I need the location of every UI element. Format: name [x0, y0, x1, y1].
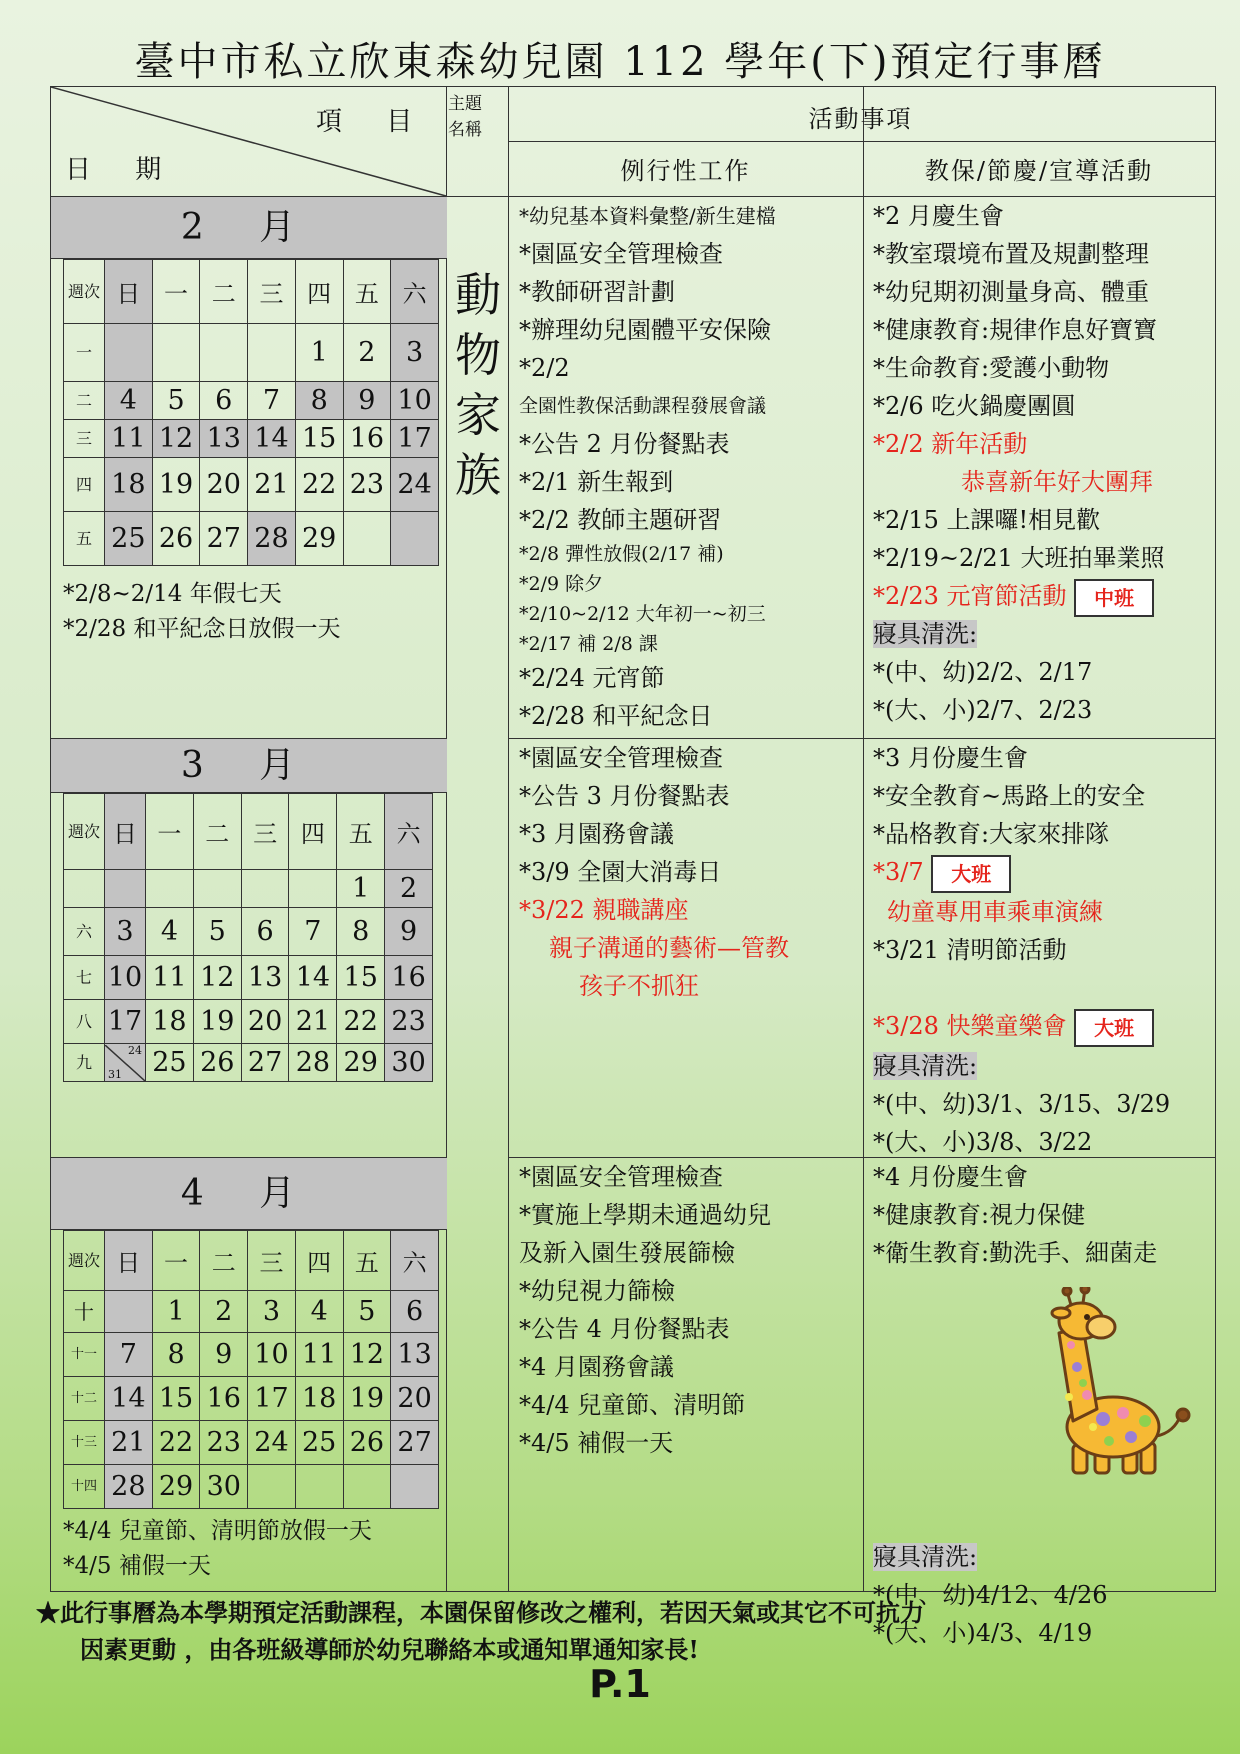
- apr-routine-list: [519, 1158, 771, 1462]
- list-item: *品格教育:大家來排隊: [873, 820, 1110, 848]
- day-cell: 25: [146, 1044, 194, 1082]
- header-routine-label: 例行性工作: [620, 157, 751, 185]
- list-item: *衛生教育:勤洗手、細菌走: [873, 1239, 1158, 1267]
- page-number: P.1: [589, 1662, 651, 1706]
- day-cell: 8: [337, 908, 385, 956]
- day-cell: 9: [200, 1333, 248, 1377]
- list-item: *(大、小)2/7、2/23: [873, 696, 1093, 724]
- day-cell: 20: [391, 1377, 439, 1421]
- day-cell: [200, 324, 248, 382]
- calendar-week-row: [64, 512, 439, 566]
- class-badge: 大班: [931, 855, 1011, 893]
- calendar-week-row: [64, 1333, 439, 1377]
- list-item: 幼童專用車乘車演練: [887, 898, 1103, 926]
- list-item: [873, 577, 1165, 615]
- day-cell: 6: [200, 382, 248, 420]
- day-cell: [193, 870, 241, 908]
- weekday-cell: 週次: [64, 794, 105, 870]
- calendar-week-row: [64, 956, 433, 1000]
- list-item: [873, 969, 1170, 1007]
- day-cell: 28: [289, 1044, 337, 1082]
- list-item: *(中、幼)4/12、4/26: [873, 1581, 1108, 1609]
- day-cell: 30: [385, 1044, 433, 1082]
- apr-events-list: [873, 1158, 1157, 1272]
- calendar-feb: [63, 259, 439, 566]
- week-number: 十四: [64, 1465, 105, 1509]
- giraffe-illustration: [1011, 1287, 1211, 1477]
- calendar-week-row: [64, 908, 433, 956]
- weekday-cell: 三: [241, 794, 289, 870]
- feb-holiday-notes: [63, 577, 340, 647]
- calendar-weekday-row: [64, 260, 439, 324]
- day-cell: 15: [152, 1377, 200, 1421]
- list-item: [873, 1007, 1170, 1047]
- note-line: *2/28 和平紀念日放假一天: [63, 616, 341, 642]
- day-cell: 23: [343, 458, 391, 512]
- day-cell: 14: [248, 420, 296, 458]
- weekday-cell: 二: [200, 260, 248, 324]
- feb-routine-list: [519, 197, 776, 735]
- day-cell: [152, 324, 200, 382]
- day-cell: 9: [385, 908, 433, 956]
- day-cell: 24: [391, 458, 439, 512]
- week-number: 十二: [64, 1377, 105, 1421]
- day-cell: 29: [295, 512, 343, 566]
- week-number: 十: [64, 1291, 105, 1333]
- weekday-cell: 二: [193, 794, 241, 870]
- header-date-label: 日 期: [65, 155, 180, 185]
- weekday-cell: 四: [295, 1231, 343, 1291]
- week-number: 五: [64, 512, 105, 566]
- day-cell: 8: [295, 382, 343, 420]
- day-cell: 9: [343, 382, 391, 420]
- list-item: *(大、小)3/8、3/22: [873, 1128, 1093, 1156]
- day-cell: 13: [200, 420, 248, 458]
- day-cell: [391, 1465, 439, 1509]
- list-item: *2/2 教師主題研習: [519, 506, 722, 534]
- theme-name: [447, 265, 509, 505]
- day-cell: 16: [200, 1377, 248, 1421]
- day-cell: 3: [105, 908, 146, 956]
- day-cell: 2: [343, 324, 391, 382]
- week-number: 二: [64, 382, 105, 420]
- day-cell: 21: [248, 458, 296, 512]
- calendar-week-row: [64, 382, 439, 420]
- list-item: *健康教育:視力保健: [873, 1201, 1086, 1229]
- calendar-mar: [63, 793, 433, 1082]
- day-cell: [241, 870, 289, 908]
- day-cell: 12: [193, 956, 241, 1000]
- day-cell: 27: [391, 1421, 439, 1465]
- header-activities-label: 活動事項: [808, 105, 913, 133]
- weekday-cell: 一: [152, 260, 200, 324]
- week-number: 十一: [64, 1333, 105, 1377]
- day-cell: [248, 1465, 296, 1509]
- day-cell: 14: [105, 1377, 153, 1421]
- day-cell: 10: [391, 382, 439, 420]
- week-number: 八: [64, 1000, 105, 1044]
- list-item: [873, 615, 1165, 653]
- weekday-cell: 六: [391, 1231, 439, 1291]
- page-title: 臺中市私立欣東森幼兒園 112 學年(下)預定行事曆: [134, 39, 1106, 85]
- list-item: *公告 2 月份餐點表: [519, 430, 730, 458]
- day-cell: [343, 1465, 391, 1509]
- list-item: *2/6 吃火鍋慶團圓: [873, 392, 1076, 420]
- day-cell: 1: [152, 1291, 200, 1333]
- calendar-week-row: [64, 458, 439, 512]
- bedding-wash-label: 寢具清洗:: [873, 620, 978, 648]
- bedding-wash-label: 寢具清洗:: [873, 1543, 978, 1571]
- class-badge: 中班: [1074, 579, 1154, 617]
- day-cell: 4: [105, 382, 153, 420]
- day-cell: 26: [152, 512, 200, 566]
- day-cell: 7: [248, 382, 296, 420]
- lantern-festival-event: *2/23 元宵節活動: [873, 582, 1067, 610]
- footer-line: ★此行事曆為本學期預定活動課程，本園保留修改之權利，若因天氣或其它不可抗力: [36, 1598, 924, 1627]
- week-number: 十三: [64, 1421, 105, 1465]
- day-cell: 18: [146, 1000, 194, 1044]
- day-cell: [146, 870, 194, 908]
- header-theme-label: 主題名稱: [448, 94, 482, 140]
- day-cell: 19: [193, 1000, 241, 1044]
- day-cell: 5: [193, 908, 241, 956]
- day-cell: 15: [295, 420, 343, 458]
- calendar-week-row: [64, 324, 439, 382]
- weekday-cell: 一: [152, 1231, 200, 1291]
- list-item: *3/22 親職講座: [519, 896, 689, 924]
- day-cell: 24: [248, 1421, 296, 1465]
- weekday-cell: 一: [146, 794, 194, 870]
- list-item: *教師研習計劃: [519, 278, 675, 306]
- day-cell: [105, 870, 146, 908]
- day-cell: 17: [391, 420, 439, 458]
- day-cell: 17: [248, 1377, 296, 1421]
- day-cell: 29: [152, 1465, 200, 1509]
- weekday-cell: 五: [343, 1231, 391, 1291]
- weekday-cell: 六: [391, 260, 439, 324]
- day-cell: 20: [200, 458, 248, 512]
- day-cell: 12: [343, 1333, 391, 1377]
- list-item: *3 月份慶生會: [873, 744, 1028, 772]
- calendar-week-row: [64, 420, 439, 458]
- list-item: *2/10~2/12 大年初一~初三: [519, 603, 766, 625]
- day-cell: 25: [295, 1421, 343, 1465]
- day-cell: 16: [385, 956, 433, 1000]
- day-cell: 4: [146, 908, 194, 956]
- day-cell: 27: [241, 1044, 289, 1082]
- weekday-cell: 週次: [64, 1231, 105, 1291]
- list-item: *4/4 兒童節、清明節: [519, 1391, 746, 1419]
- calendar-week-row: [64, 1377, 439, 1421]
- weekday-cell: 三: [248, 1231, 296, 1291]
- divider: [508, 141, 1215, 142]
- day-cell: 28: [105, 1465, 153, 1509]
- weekday-cell: 四: [289, 794, 337, 870]
- day-cell-split: [105, 1044, 146, 1082]
- list-item: *2/15 上課囉!相見歡: [873, 506, 1101, 534]
- list-item: *2/8 彈性放假(2/17 補): [519, 543, 724, 565]
- mar-routine-list: [519, 739, 789, 1005]
- week-number: 九: [64, 1044, 105, 1082]
- list-item: [873, 1538, 1108, 1576]
- header-events-label: 教保/節慶/宣導活動: [924, 157, 1154, 185]
- day-cell: 11: [105, 420, 153, 458]
- weekday-cell: 五: [343, 260, 391, 324]
- week-number: 七: [64, 956, 105, 1000]
- calendar-weekday-row: [64, 1231, 439, 1291]
- day-31: 31: [108, 1067, 122, 1081]
- day-cell: [248, 324, 296, 382]
- day-cell: 6: [391, 1291, 439, 1333]
- week-number: 三: [64, 420, 105, 458]
- day-cell: 25: [105, 512, 153, 566]
- list-item: [873, 853, 1170, 893]
- list-item: *辦理幼兒園體平安保險: [519, 316, 771, 344]
- calendar-week-row: [64, 1291, 439, 1333]
- list-item: *2/9 除夕: [519, 573, 604, 595]
- weekday-cell: 三: [248, 260, 296, 324]
- header-item-label: 項 目: [316, 107, 431, 137]
- day-cell: 27: [200, 512, 248, 566]
- day-cell: 6: [241, 908, 289, 956]
- list-item: *生命教育:愛護小動物: [873, 354, 1110, 382]
- list-item: *2/2: [519, 354, 570, 382]
- day-cell: 26: [193, 1044, 241, 1082]
- week-number: 一: [64, 324, 105, 382]
- list-item: *園區安全管理檢查: [519, 240, 723, 268]
- day-cell: 11: [295, 1333, 343, 1377]
- month-header-mar: 3 月: [51, 739, 447, 793]
- day-cell: 7: [289, 908, 337, 956]
- note-line: *2/8~2/14 年假七天: [63, 581, 282, 607]
- weekday-cell: 四: [295, 260, 343, 324]
- day-cell: 28: [248, 512, 296, 566]
- day-cell: 12: [152, 420, 200, 458]
- day-cell: [295, 1465, 343, 1509]
- day-cell: [105, 324, 153, 382]
- day-cell: 20: [241, 1000, 289, 1044]
- list-item: *幼兒期初測量身高、體重: [873, 278, 1149, 306]
- list-item: 全園性教保活動課程發展會議: [519, 395, 767, 417]
- list-item: *幼兒基本資料彙整/新生建檔: [519, 204, 776, 228]
- day-cell: 23: [200, 1421, 248, 1465]
- list-item: 及新入園生發展篩檢: [519, 1239, 735, 1267]
- month-header-feb: 2 月: [51, 197, 447, 259]
- day-cell: 19: [343, 1377, 391, 1421]
- day-cell: 10: [248, 1333, 296, 1377]
- week-number: 六: [64, 908, 105, 956]
- day-cell: 13: [391, 1333, 439, 1377]
- day-cell: [105, 1291, 153, 1333]
- calendar-week-row: [64, 1044, 433, 1082]
- list-item: *(中、幼)3/1、3/15、3/29: [873, 1090, 1171, 1118]
- weekday-cell: 週次: [64, 260, 105, 324]
- theme-name-text: 動物家族: [455, 268, 501, 502]
- week-number: [64, 870, 105, 908]
- list-item: *2/24 元宵節: [519, 664, 665, 692]
- weekday-cell: 二: [200, 1231, 248, 1291]
- day-cell: 18: [105, 458, 153, 512]
- footer-line: 因素更動 ，由各班級導師於幼兒聯絡本或通知單通知家長!: [80, 1635, 699, 1664]
- footer-disclaimer: [36, 1594, 924, 1668]
- day-cell: 30: [200, 1465, 248, 1509]
- calendar-week-row: [64, 870, 433, 908]
- day-cell: 18: [295, 1377, 343, 1421]
- day-cell: [343, 512, 391, 566]
- list-item: 恭喜新年好大團拜: [961, 468, 1153, 496]
- calendar-apr: [63, 1230, 439, 1509]
- note-line: *4/5 補假一天: [63, 1553, 211, 1579]
- list-item: *3/9 全園大消毒日: [519, 858, 722, 886]
- day-cell: 1: [295, 324, 343, 382]
- day-cell: 3: [248, 1291, 296, 1333]
- calendar-week-row: [64, 1465, 439, 1509]
- list-item: *幼兒視力篩檢: [519, 1277, 675, 1305]
- day-cell: [289, 870, 337, 908]
- day-cell: 29: [337, 1044, 385, 1082]
- music-party-event: *3/28 快樂童樂會: [873, 1012, 1067, 1040]
- list-item: *公告 4 月份餐點表: [519, 1315, 730, 1343]
- list-item: 親子溝通的藝術—管教: [549, 934, 789, 962]
- day-cell: 1: [337, 870, 385, 908]
- calendar-weekday-row: [64, 794, 433, 870]
- day-cell: 21: [105, 1421, 153, 1465]
- list-item: *4 月園務會議: [519, 1353, 674, 1381]
- list-item: *園區安全管理檢查: [519, 744, 723, 772]
- day-cell: 14: [289, 956, 337, 1000]
- list-item: *3/21 清明節活動: [873, 936, 1067, 964]
- divider: [863, 87, 864, 1591]
- list-item: *4 月份慶生會: [873, 1163, 1028, 1191]
- day-cell: 23: [385, 1000, 433, 1044]
- list-item: *教室環境布置及規劃整理: [873, 240, 1149, 268]
- day-24: 24: [128, 1043, 142, 1057]
- list-item: *2 月慶生會: [873, 202, 1004, 230]
- day-cell: 13: [241, 956, 289, 1000]
- day-cell: 19: [152, 458, 200, 512]
- day-cell: 5: [152, 382, 200, 420]
- feb-events-list: [873, 197, 1165, 729]
- calendar-week-row: [64, 1421, 439, 1465]
- day-cell: 11: [146, 956, 194, 1000]
- day-cell: 4: [295, 1291, 343, 1333]
- list-item: *2/2 新年活動: [873, 430, 1028, 458]
- day-cell: 15: [337, 956, 385, 1000]
- weekday-cell: 五: [337, 794, 385, 870]
- weekday-cell: 日: [105, 260, 153, 324]
- week-number: 四: [64, 458, 105, 512]
- mar-events-list: [873, 739, 1170, 1161]
- day-cell: 22: [337, 1000, 385, 1044]
- calendar-week-row: [64, 1000, 433, 1044]
- list-item: *實施上學期未通過幼兒: [519, 1201, 771, 1229]
- apr-holiday-notes: [63, 1514, 372, 1584]
- list-item: *2/28 和平紀念日: [519, 702, 713, 730]
- list-item: *2/17 補 2/8 課: [519, 633, 658, 655]
- class-badge: 大班: [1074, 1009, 1154, 1047]
- list-item: *健康教育:規律作息好寶寶: [873, 316, 1158, 344]
- list-item: *3 月園務會議: [519, 820, 674, 848]
- weekday-cell: 日: [105, 794, 146, 870]
- list-item: *公告 3 月份餐點表: [519, 782, 730, 810]
- list-item: *4/5 補假一天: [519, 1429, 674, 1457]
- list-item: *(大、小)4/3、4/19: [873, 1619, 1093, 1647]
- list-item: *園區安全管理檢查: [519, 1163, 723, 1191]
- weekday-cell: 日: [105, 1231, 153, 1291]
- day-cell: 21: [289, 1000, 337, 1044]
- day-cell: 8: [152, 1333, 200, 1377]
- day-cell: 22: [152, 1421, 200, 1465]
- month-header-apr: 4 月: [51, 1158, 447, 1230]
- list-item: *安全教育~馬路上的安全: [873, 782, 1146, 810]
- list-item: [873, 1047, 1170, 1085]
- list-item: *(中、幼)2/2、2/17: [873, 658, 1093, 686]
- day-cell: [391, 512, 439, 566]
- day-cell: 5: [343, 1291, 391, 1333]
- day-cell: 26: [343, 1421, 391, 1465]
- bedding-wash-label: 寢具清洗:: [873, 1052, 978, 1080]
- day-cell: 3: [391, 324, 439, 382]
- day-cell: 10: [105, 956, 146, 1000]
- list-item: *2/1 新生報到: [519, 468, 674, 496]
- day-cell: 22: [295, 458, 343, 512]
- day-cell: 16: [343, 420, 391, 458]
- list-item: 孩子不抓狂: [579, 972, 699, 1000]
- note-line: *4/4 兒童節、清明節放假一天: [63, 1518, 372, 1544]
- list-item: *2/19~2/21 大班拍畢業照: [873, 544, 1165, 572]
- day-cell: 2: [200, 1291, 248, 1333]
- weekday-cell: 六: [385, 794, 433, 870]
- bus-drill-date: *3/7: [873, 858, 924, 886]
- day-cell: 2: [385, 870, 433, 908]
- day-cell: 17: [105, 1000, 146, 1044]
- day-cell: 7: [105, 1333, 153, 1377]
